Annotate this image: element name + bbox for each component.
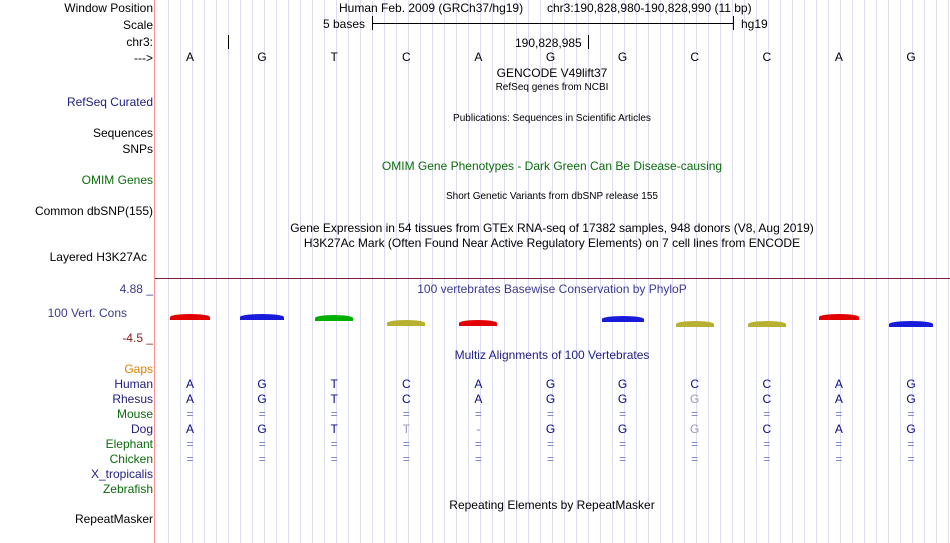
scale-label: 5 bases — [323, 17, 366, 31]
grid-line — [708, 0, 709, 543]
grid-line — [864, 0, 865, 543]
grid-line — [456, 0, 457, 543]
alignment-base-rhesus: G — [617, 392, 628, 406]
conservation-glyph — [676, 321, 714, 327]
coordinate-label: 190,828,985 — [515, 36, 582, 50]
grid-line — [636, 0, 637, 543]
label-rhesus[interactable]: Rhesus — [112, 392, 153, 406]
grid-line — [888, 0, 889, 543]
alignment-base-human: G — [906, 377, 916, 391]
grid-line — [168, 0, 169, 543]
phylop-track-desc: 100 vertebrates Basewise Conservation by PhyloP — [417, 282, 687, 296]
conservation-glyph — [889, 321, 933, 327]
alignment-base-rhesus: A — [474, 392, 483, 406]
coordinate-tick — [588, 35, 589, 49]
label-elephant[interactable]: Elephant — [105, 437, 153, 451]
label-cons-min: -4.5 _ — [122, 331, 153, 345]
label-human[interactable]: Human — [114, 377, 153, 391]
alignment-base-mouse: = — [763, 407, 771, 421]
alignment-base-chicken: = — [186, 452, 194, 466]
alignment-base-dog: C — [762, 422, 772, 436]
alignment-base-elephant: = — [907, 437, 915, 451]
alignment-base-elephant: = — [763, 437, 771, 451]
grid-line — [276, 0, 277, 543]
alignment-base-human: T — [330, 377, 338, 391]
grid-line — [876, 0, 877, 543]
alignment-base-rhesus: G — [690, 392, 700, 406]
label-dog[interactable]: Dog — [130, 422, 153, 436]
label-h3k27ac[interactable]: Layered H3K27Ac — [49, 250, 147, 264]
grid-line — [228, 0, 229, 543]
grid-line — [828, 0, 829, 543]
grid-line — [240, 0, 241, 543]
alignment-base-rhesus: C — [762, 392, 772, 406]
label-dbsnp[interactable]: Common dbSNP(155) — [34, 204, 153, 218]
alignment-base-human: A — [185, 377, 195, 391]
base-letter: T — [330, 50, 338, 64]
alignment-base-elephant: = — [330, 437, 338, 451]
grid-line — [900, 0, 901, 543]
alignment-base-human: C — [401, 377, 411, 391]
label-repeatmasker[interactable]: RepeatMasker — [74, 512, 153, 526]
alignment-base-human: A — [834, 377, 843, 391]
alignment-base-chicken: = — [907, 452, 915, 466]
grid-line — [648, 0, 649, 543]
gencode-track-title[interactable]: GENCODE V49lift37 — [496, 66, 608, 80]
alignment-base-human: G — [257, 377, 267, 391]
base-letter: G — [906, 50, 916, 64]
alignment-base-elephant: = — [258, 437, 266, 451]
grid-line — [492, 0, 493, 543]
base-letter: C — [762, 50, 772, 64]
grid-line — [372, 0, 373, 543]
alignment-base-chicken: = — [763, 452, 771, 466]
grid-line — [216, 0, 217, 543]
grid-line — [432, 0, 433, 543]
grid-line — [672, 0, 673, 543]
alignment-base-elephant: = — [186, 437, 194, 451]
grid-line — [396, 0, 397, 543]
conservation-glyph — [748, 321, 786, 327]
grid-line — [732, 0, 733, 543]
conservation-glyph — [459, 320, 497, 326]
alignment-base-chicken: = — [619, 452, 627, 466]
scale-bar-right-tick — [733, 16, 734, 30]
omim-track-desc: OMIM Gene Phenotypes - Dark Green Can Be Disease-causing — [381, 159, 723, 173]
alignment-base-dog: G — [906, 422, 916, 436]
alignment-base-chicken: = — [691, 452, 699, 466]
alignment-base-dog: T — [402, 422, 410, 436]
alignment-base-elephant: = — [835, 437, 843, 451]
grid-line — [180, 0, 181, 543]
chrom-tick — [228, 35, 229, 49]
track-separator — [155, 278, 950, 279]
alignment-base-mouse: = — [258, 407, 266, 421]
alignment-base-human: C — [690, 377, 700, 391]
alignment-base-rhesus: G — [257, 392, 267, 406]
alignment-base-chicken: = — [546, 452, 555, 466]
grid-line — [924, 0, 925, 543]
alignment-base-dog: - — [476, 422, 481, 436]
track-labels — [0, 0, 153, 543]
alignment-base-mouse: = — [907, 407, 915, 421]
alignment-base-chicken: = — [330, 452, 338, 466]
grid-line — [816, 0, 817, 543]
label-divider — [154, 0, 155, 543]
grid-line — [756, 0, 757, 543]
alignment-base-chicken: = — [402, 452, 410, 466]
grid-line — [468, 0, 469, 543]
grid-line — [852, 0, 853, 543]
label-sequences[interactable]: Sequences — [92, 126, 153, 140]
grid-line — [312, 0, 313, 543]
alignment-base-mouse: = — [402, 407, 410, 421]
alignment-base-elephant: = — [619, 437, 627, 451]
alignment-base-elephant: = — [546, 437, 555, 451]
repeatmasker-track-desc: Repeating Elements by RepeatMasker — [449, 498, 655, 512]
grid-line — [420, 0, 421, 543]
conservation-glyph — [240, 314, 284, 320]
base-letter: C — [401, 50, 411, 64]
grid-line — [612, 0, 613, 543]
alignment-base-dog: T — [330, 422, 338, 436]
alignment-base-elephant: = — [474, 437, 482, 451]
alignment-base-mouse: = — [691, 407, 699, 421]
grid-line — [936, 0, 937, 543]
alignment-base-rhesus: G — [545, 392, 556, 406]
grid-line — [720, 0, 721, 543]
refseq-track-desc: RefSeq genes from NCBI — [495, 82, 609, 93]
label-scale[interactable]: Scale — [122, 18, 153, 32]
grid-line — [804, 0, 805, 543]
label-cons-max: 4.88 _ — [119, 282, 153, 296]
alignment-base-mouse: = — [546, 407, 555, 421]
base-letter: A — [185, 50, 195, 64]
grid-line — [348, 0, 349, 543]
alignment-base-dog: A — [185, 422, 195, 436]
dbsnp-track-desc: Short Genetic Variants from dbSNP release 155 — [446, 191, 658, 202]
label-chrom[interactable]: chr3: — [126, 35, 153, 49]
grid-line — [288, 0, 289, 543]
alignment-base-chicken: = — [258, 452, 266, 466]
grid-line — [444, 0, 445, 543]
alignment-base-human: C — [762, 377, 772, 391]
grid-line — [300, 0, 301, 543]
alignment-base-human: G — [617, 377, 628, 391]
label-cons-track[interactable]: 100 Vert. Cons — [47, 306, 127, 320]
alignment-base-human: G — [545, 377, 556, 391]
label-refseq[interactable]: RefSeq Curated — [66, 95, 153, 109]
alignment-base-chicken: = — [835, 452, 843, 466]
position-text: chr3:190,828,980-190,828,990 (11 bp) — [547, 1, 752, 15]
grid-line — [744, 0, 745, 543]
alignment-base-dog: G — [617, 422, 628, 436]
grid-line — [324, 0, 325, 543]
label-window-position[interactable]: Window Position — [64, 1, 153, 15]
grid-line — [792, 0, 793, 543]
base-letter: C — [690, 50, 700, 64]
alignment-base-rhesus: A — [834, 392, 843, 406]
label-mouse[interactable]: Mouse — [116, 407, 153, 421]
assembly-title: Human Feb. 2009 (GRCh37/hg19) — [339, 1, 524, 15]
alignment-base-mouse: = — [474, 407, 482, 421]
alignment-base-chicken: = — [474, 452, 482, 466]
alignment-base-mouse: = — [835, 407, 843, 421]
label-chicken[interactable]: Chicken — [109, 452, 153, 466]
conservation-glyph — [315, 315, 353, 321]
alignment-base-mouse: = — [186, 407, 194, 421]
base-letter: A — [474, 50, 483, 64]
alignment-base-dog: A — [834, 422, 843, 436]
alignment-base-dog: G — [257, 422, 267, 436]
alignment-base-rhesus: T — [330, 392, 338, 406]
conservation-glyph — [170, 314, 210, 320]
alignment-base-mouse: = — [619, 407, 627, 421]
alignment-base-dog: G — [545, 422, 556, 436]
base-letter: A — [834, 50, 843, 64]
label-xtropicalis[interactable]: X_tropicalis — [90, 467, 153, 481]
conservation-glyph — [819, 314, 859, 320]
grid-line — [204, 0, 205, 543]
alignment-base-human: A — [474, 377, 483, 391]
conservation-glyph — [387, 320, 425, 326]
label-strand[interactable]: ---> — [134, 51, 153, 65]
alignment-base-rhesus: G — [906, 392, 916, 406]
base-letter: G — [257, 50, 267, 64]
label-snps[interactable]: SNPs — [122, 142, 153, 156]
label-omim[interactable]: OMIM Genes — [81, 173, 153, 187]
base-letter: G — [617, 50, 628, 64]
scale-bar — [372, 23, 733, 24]
grid-line — [384, 0, 385, 543]
gtex-track-desc: Gene Expression in 54 tissues from GTEx RNA-seq of 17382 samples, 948 donors (V8, Aug 2019) — [290, 221, 814, 235]
grid-line — [660, 0, 661, 543]
alignment-base-elephant: = — [402, 437, 410, 451]
scale-assembly: hg19 — [741, 17, 768, 31]
alignment-base-rhesus: A — [185, 392, 195, 406]
label-zebrafish[interactable]: Zebrafish — [102, 482, 153, 496]
alignment-base-elephant: = — [691, 437, 699, 451]
alignment-base-mouse: = — [330, 407, 338, 421]
publications-track-desc: Publications: Sequences in Scientific Articles — [453, 113, 651, 124]
grid-line — [360, 0, 361, 543]
multiz-track-desc: Multiz Alignments of 100 Vertebrates — [454, 348, 650, 362]
conservation-glyph — [602, 316, 644, 322]
grid-line — [252, 0, 253, 543]
h3k27ac-track-desc: H3K27Ac Mark (Often Found Near Active Regulatory Elements) on 7 cell lines from ENCODE — [303, 236, 801, 250]
grid-line — [684, 0, 685, 543]
alignment-base-rhesus: C — [401, 392, 411, 406]
grid-line — [780, 0, 781, 543]
alignment-base-dog: G — [690, 422, 700, 436]
base-letter: G — [545, 50, 556, 64]
grid-line — [948, 0, 949, 543]
label-gaps[interactable]: Gaps — [124, 362, 153, 376]
